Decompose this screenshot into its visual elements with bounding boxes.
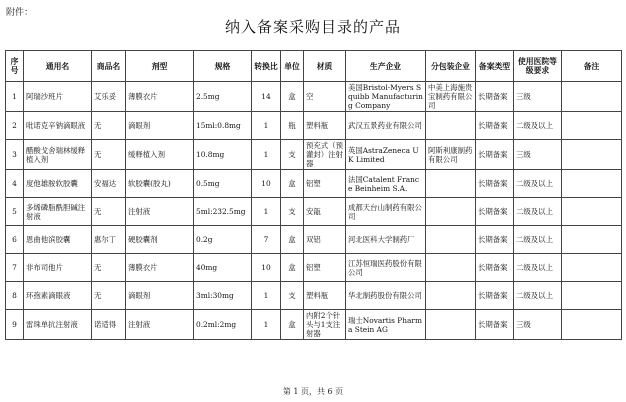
cell-filing-type: 长期备案 — [476, 112, 514, 140]
cell-manufacturer: 成都天台山制药有限公司 — [346, 198, 426, 226]
cell-unit: 盒 — [281, 226, 304, 254]
cell-manufacturer: 华北制药股份有限公司 — [346, 282, 426, 310]
cell-specification: 10.8mg — [194, 140, 252, 170]
cell-packager: 中美上海施贵宝制药有限公司 — [426, 82, 476, 112]
cell-generic-name: 多烯磷脂酰胆碱注射液 — [24, 198, 92, 226]
cell-generic-name: 阿瑞沙班片 — [24, 82, 92, 112]
cell-packager — [426, 170, 476, 198]
cell-dosage-form: 缓释植入剂 — [126, 140, 194, 170]
cell-manufacturer: 瑞士Novartis Pharma Stein AG — [346, 310, 426, 340]
cell-remarks — [562, 112, 622, 140]
cell-unit: 盒 — [281, 82, 304, 112]
cell-specification: 15ml:0.8mg — [194, 112, 252, 140]
cell-hospital-level: 二级及以上 — [514, 170, 562, 198]
cell-generic-name: 度他雄胺软胶囊 — [24, 170, 92, 198]
cell-hospital-level: 三级 — [514, 140, 562, 170]
cell-dosage-form: 滴眼剂 — [126, 282, 194, 310]
cell-unit: 盒 — [281, 310, 304, 340]
cell-hospital-level: 二级及以上 — [514, 226, 562, 254]
cell-filing-type: 长期备案 — [476, 170, 514, 198]
table-row — [6, 140, 622, 170]
cell-conversion-ratio: 1 — [252, 112, 281, 140]
cell-material: 预充式（预灌封）注射器 — [304, 140, 346, 170]
header-conversion-ratio: 转换比 — [252, 51, 281, 82]
cell-specification: 2.5mg — [194, 82, 252, 112]
cell-unit: 支 — [281, 282, 304, 310]
cell-filing-type: 长期备案 — [476, 82, 514, 112]
cell-generic-name: 环孢素滴眼液 — [24, 282, 92, 310]
attachment-label: 附件： — [6, 8, 34, 18]
header-material: 材质 — [304, 51, 346, 82]
cell-generic-name: 吡诺克辛钠滴眼液 — [24, 112, 92, 140]
cell-packager — [426, 112, 476, 140]
table-row — [6, 282, 622, 310]
page-footer: 第 1 页，共 6 页 — [282, 387, 344, 396]
cell-manufacturer: 美国Bristol-Myers Squibb Manufacturing Company — [346, 82, 426, 112]
cell-hospital-level: 二级及以上 — [514, 282, 562, 310]
cell-trade-name: 无 — [92, 254, 126, 282]
header-manufacturer: 生产企业 — [346, 51, 426, 82]
cell-packager: 阿斯利康制药有限公司 — [426, 140, 476, 170]
cell-manufacturer: 江苏恒瑞医药股份有限公司 — [346, 254, 426, 282]
cell-hospital-level: 二级及以上 — [514, 254, 562, 282]
cell-remarks — [562, 310, 622, 340]
cell-unit: 支 — [281, 198, 304, 226]
cell-hospital-level: 三级 — [514, 310, 562, 340]
cell-remarks — [562, 170, 622, 198]
cell-remarks — [562, 254, 622, 282]
page-title: 纳入备案采购目录的产品 — [224, 18, 401, 36]
cell-conversion-ratio: 10 — [252, 170, 281, 198]
header-row — [6, 51, 622, 82]
cell-conversion-ratio: 1 — [252, 198, 281, 226]
cell-conversion-ratio: 7 — [252, 226, 281, 254]
cell-trade-name: 安福达 — [92, 170, 126, 198]
cell-hospital-level: 二级及以上 — [514, 198, 562, 226]
cell-hospital-level: 二级及以上 — [514, 112, 562, 140]
header-generic-name: 通用名 — [24, 51, 92, 82]
cell-index: 2 — [6, 112, 24, 140]
header-packager: 分包装企业 — [426, 51, 476, 82]
cell-index: 1 — [6, 82, 24, 112]
cell-dosage-form: 软胶囊(胶丸) — [126, 170, 194, 198]
cell-specification: 0.2ml:2mg — [194, 310, 252, 340]
product-table — [5, 50, 622, 340]
cell-generic-name: 醋酸戈舍瑞林缓释植入剂 — [24, 140, 92, 170]
cell-trade-name: 无 — [92, 198, 126, 226]
cell-filing-type: 长期备案 — [476, 254, 514, 282]
cell-generic-name: 非布司他片 — [24, 254, 92, 282]
cell-index: 8 — [6, 282, 24, 310]
cell-conversion-ratio: 14 — [252, 82, 281, 112]
cell-index: 7 — [6, 254, 24, 282]
header-filing-type: 备案类型 — [476, 51, 514, 82]
cell-specification: 0.2g — [194, 226, 252, 254]
header-index: 序号 — [6, 51, 24, 82]
cell-specification: 3ml:30mg — [194, 282, 252, 310]
table-row — [6, 170, 622, 198]
cell-material: 铝塑 — [304, 254, 346, 282]
cell-packager — [426, 282, 476, 310]
table-row — [6, 226, 622, 254]
cell-packager — [426, 254, 476, 282]
cell-material: 安瓿 — [304, 198, 346, 226]
cell-unit: 瓶 — [281, 112, 304, 140]
table-row — [6, 112, 622, 140]
header-unit: 单位 — [281, 51, 304, 82]
cell-packager — [426, 198, 476, 226]
header-hospital-level: 使用医院等级要求 — [514, 51, 562, 82]
cell-hospital-level: 三级 — [514, 82, 562, 112]
cell-dosage-form: 滴眼剂 — [126, 112, 194, 140]
table-row — [6, 254, 622, 282]
cell-index: 6 — [6, 226, 24, 254]
cell-trade-name: 惠尔丁 — [92, 226, 126, 254]
cell-filing-type: 长期备案 — [476, 140, 514, 170]
header-remarks: 备注 — [562, 51, 622, 82]
header-specification: 规格 — [194, 51, 252, 82]
cell-unit: 盒 — [281, 254, 304, 282]
cell-specification: 0.5mg — [194, 170, 252, 198]
cell-trade-name: 诺适得 — [92, 310, 126, 340]
cell-filing-type: 长期备案 — [476, 310, 514, 340]
cell-index: 9 — [6, 310, 24, 340]
table-header — [6, 51, 622, 82]
cell-manufacturer: 河北医科大学制药厂 — [346, 226, 426, 254]
cell-dosage-form: 硬胶囊剂 — [126, 226, 194, 254]
cell-filing-type: 长期备案 — [476, 226, 514, 254]
cell-material: 塑料瓶 — [304, 112, 346, 140]
cell-trade-name: 无 — [92, 282, 126, 310]
cell-manufacturer: 武汉五景药业有限公司 — [346, 112, 426, 140]
cell-material: 铝塑 — [304, 170, 346, 198]
cell-unit: 支 — [281, 140, 304, 170]
cell-specification: 5ml:232.5mg — [194, 198, 252, 226]
cell-conversion-ratio: 10 — [252, 254, 281, 282]
cell-conversion-ratio: 1 — [252, 282, 281, 310]
cell-filing-type: 长期备案 — [476, 282, 514, 310]
cell-material: 空 — [304, 82, 346, 112]
cell-packager — [426, 310, 476, 340]
header-dosage-form: 剂型 — [126, 51, 194, 82]
cell-material: 双铝 — [304, 226, 346, 254]
cell-dosage-form: 薄膜衣片 — [126, 254, 194, 282]
cell-trade-name: 无 — [92, 112, 126, 140]
cell-remarks — [562, 226, 622, 254]
header-trade-name: 商品名 — [92, 51, 126, 82]
cell-manufacturer: 法国Catalent France Beinheim S.A. — [346, 170, 426, 198]
table-row — [6, 82, 622, 112]
cell-material: 塑料瓶 — [304, 282, 346, 310]
cell-index: 3 — [6, 140, 24, 170]
cell-generic-name: 恩曲他滨胶囊 — [24, 226, 92, 254]
cell-dosage-form: 薄膜衣片 — [126, 82, 194, 112]
cell-remarks — [562, 140, 622, 170]
cell-trade-name: 艾乐妥 — [92, 82, 126, 112]
cell-index: 5 — [6, 198, 24, 226]
cell-dosage-form: 注射液 — [126, 310, 194, 340]
cell-index: 4 — [6, 170, 24, 198]
cell-packager — [426, 226, 476, 254]
cell-generic-name: 雷珠单抗注射液 — [24, 310, 92, 340]
cell-unit: 盒 — [281, 170, 304, 198]
cell-remarks — [562, 82, 622, 112]
cell-conversion-ratio: 1 — [252, 140, 281, 170]
cell-conversion-ratio: 1 — [252, 310, 281, 340]
cell-material: 内附2个针头与1支注射器 — [304, 310, 346, 340]
cell-remarks — [562, 282, 622, 310]
cell-dosage-form: 注射液 — [126, 198, 194, 226]
table-body — [6, 82, 622, 340]
cell-filing-type: 长期备案 — [476, 198, 514, 226]
table-row — [6, 198, 622, 226]
cell-trade-name: 无 — [92, 140, 126, 170]
table-row — [6, 310, 622, 340]
cell-manufacturer: 英国AstraZeneca UK Limited — [346, 140, 426, 170]
cell-remarks — [562, 198, 622, 226]
cell-specification: 40mg — [194, 254, 252, 282]
